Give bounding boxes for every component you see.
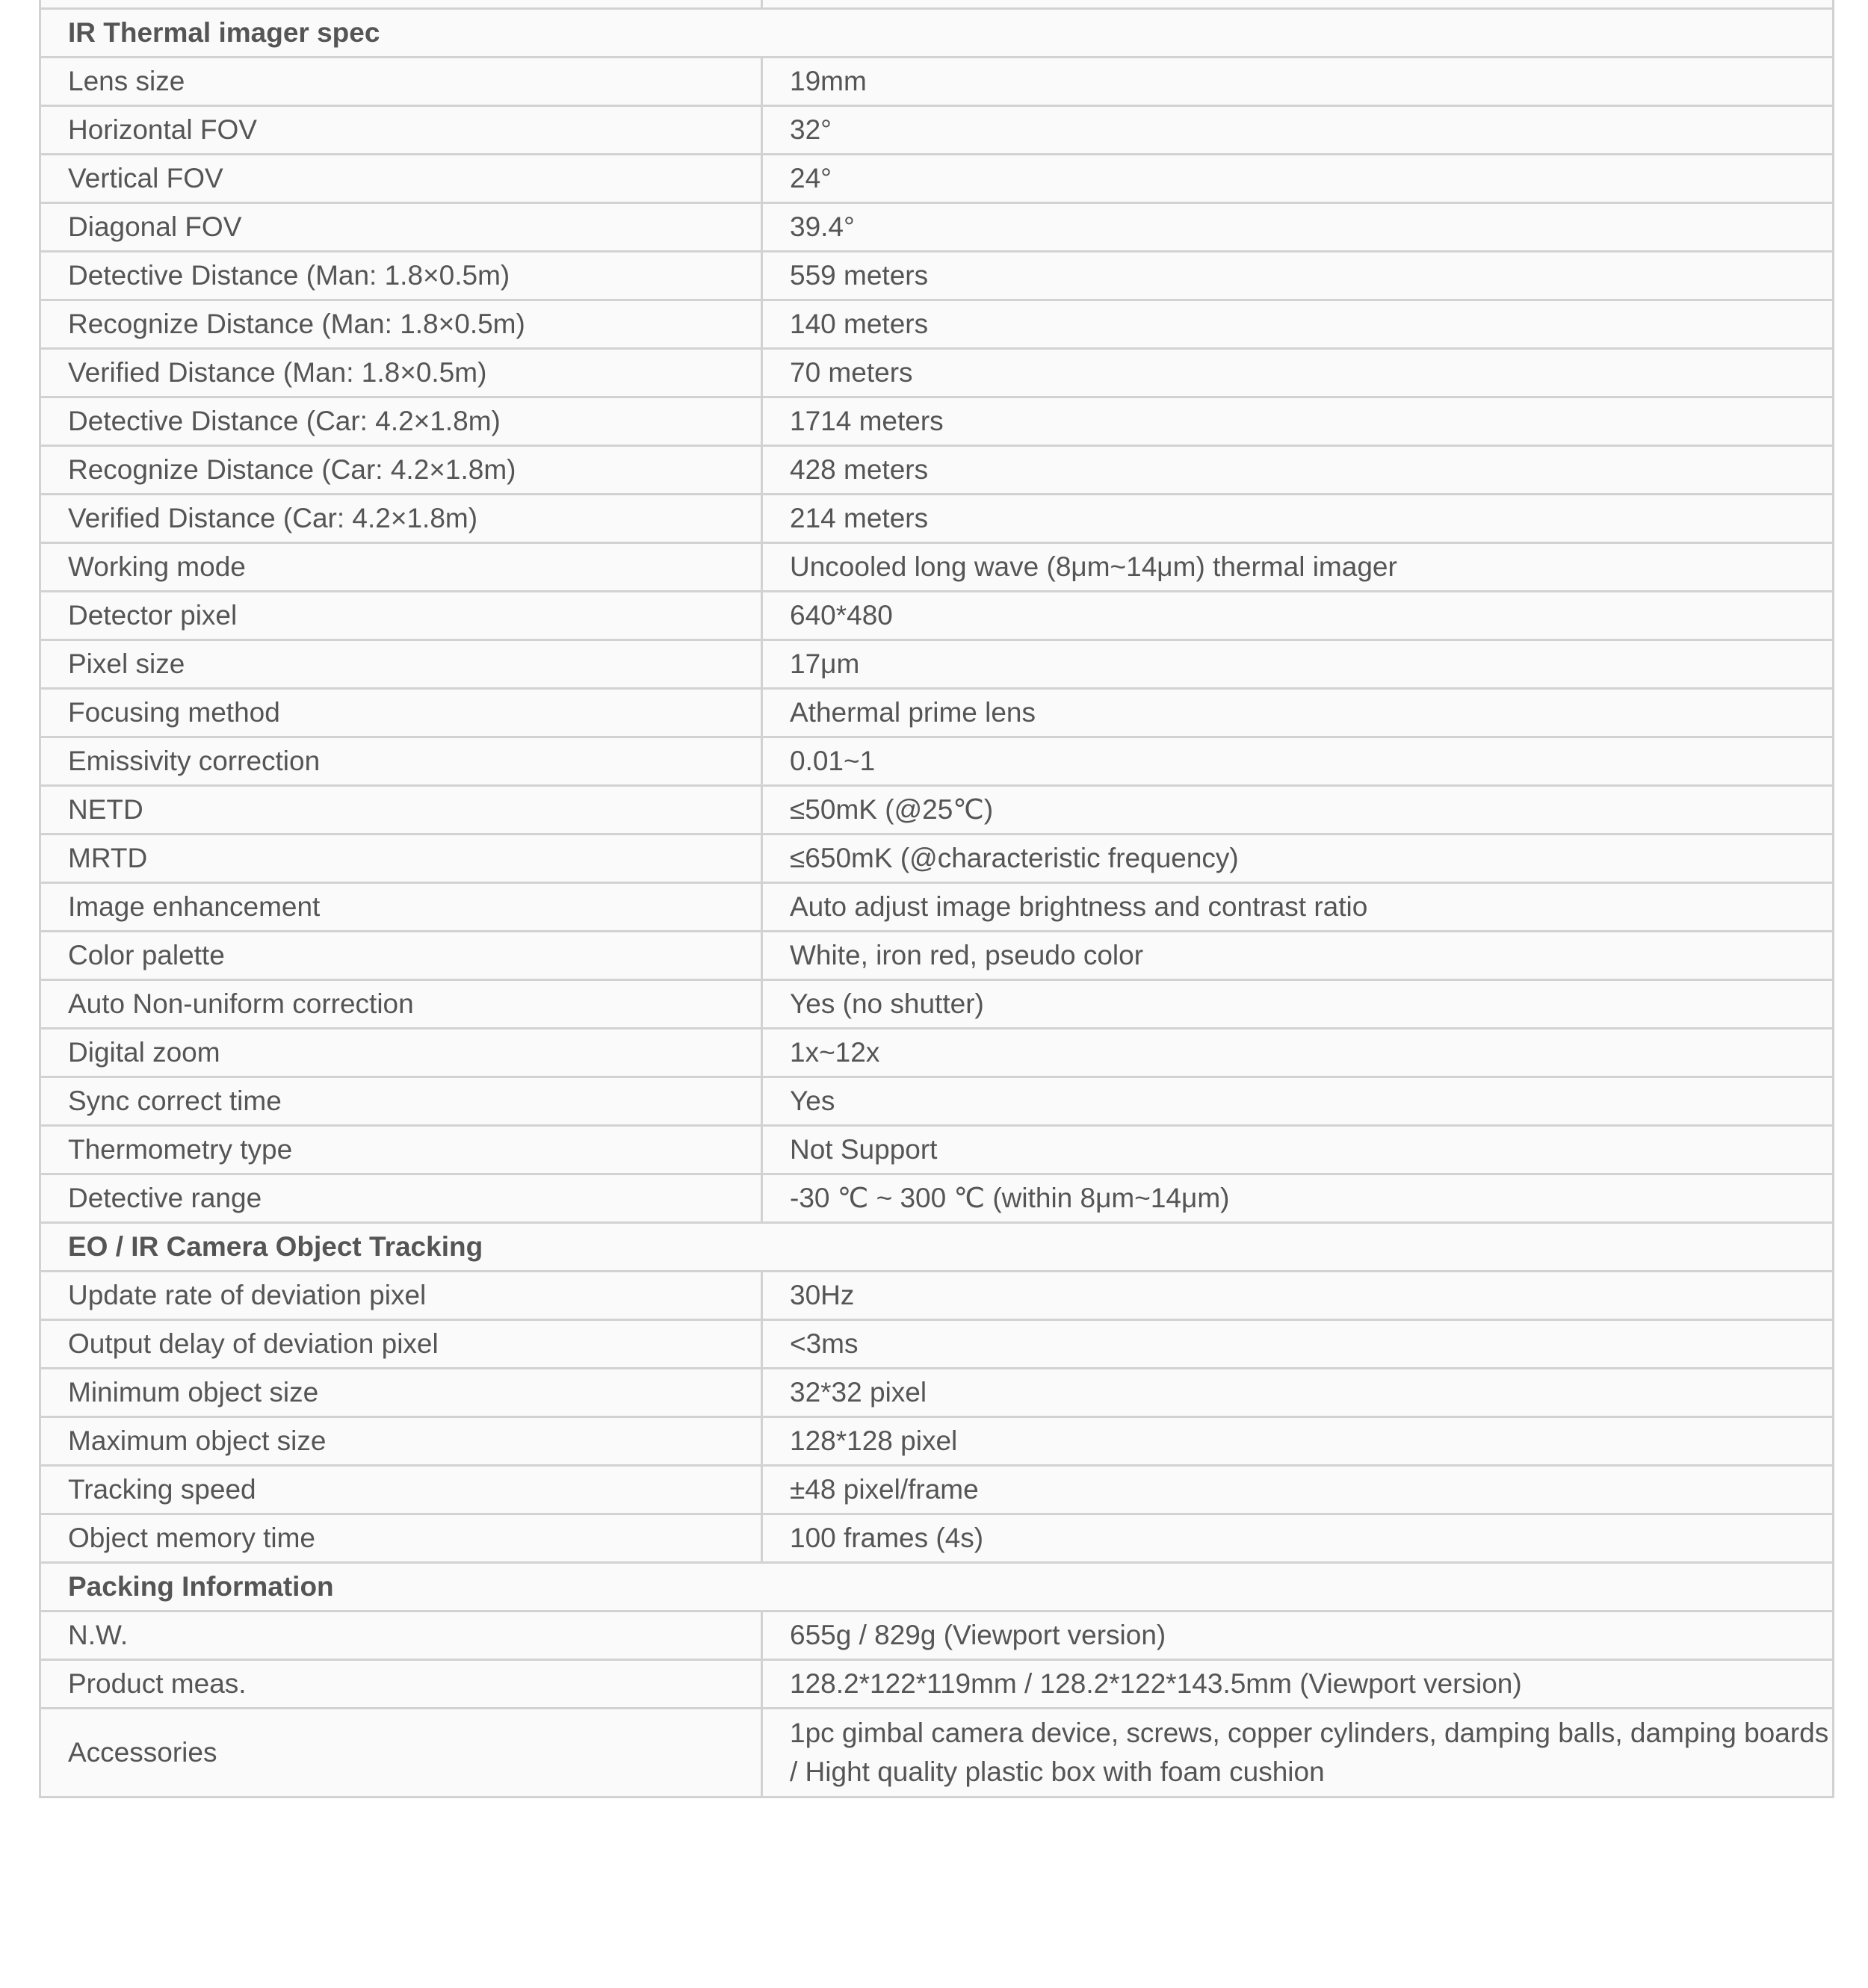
spec-value-cell bbox=[762, 0, 1834, 9]
spec-label-cell bbox=[40, 0, 762, 9]
spec-label: Accessories bbox=[40, 1709, 762, 1797]
spec-label: Lens size bbox=[40, 58, 762, 106]
spec-label: Maximum object size bbox=[40, 1417, 762, 1466]
spec-value: 559 meters bbox=[762, 252, 1834, 300]
table-row bbox=[40, 1369, 1834, 1417]
spec-table bbox=[39, 0, 1834, 1798]
table-row bbox=[40, 1514, 1834, 1563]
table-row bbox=[40, 1660, 1834, 1709]
table-row bbox=[40, 203, 1834, 252]
spec-label: Color palette bbox=[40, 932, 762, 980]
spec-label: Emissivity correction bbox=[40, 737, 762, 786]
table-row bbox=[40, 252, 1834, 300]
table-row bbox=[40, 1174, 1834, 1223]
spec-label: Diagonal FOV bbox=[40, 203, 762, 252]
spec-label: Horizontal FOV bbox=[40, 106, 762, 155]
spec-label: Verified Distance (Man: 1.8×0.5m) bbox=[40, 349, 762, 397]
section-title: Packing Information bbox=[40, 1563, 1834, 1611]
table-row bbox=[40, 980, 1834, 1029]
spec-label: Output delay of deviation pixel bbox=[40, 1320, 762, 1369]
spec-label: Auto Non-uniform correction bbox=[40, 980, 762, 1029]
table-row bbox=[40, 495, 1834, 543]
table-row bbox=[40, 1466, 1834, 1514]
table-row bbox=[40, 592, 1834, 640]
table-row bbox=[40, 1417, 1834, 1466]
spec-value: 70 meters bbox=[762, 349, 1834, 397]
table-row bbox=[40, 543, 1834, 592]
table-row bbox=[40, 300, 1834, 349]
spec-label: Digital zoom bbox=[40, 1029, 762, 1077]
table-row bbox=[40, 1320, 1834, 1369]
table-row bbox=[40, 1126, 1834, 1174]
spec-value: 140 meters bbox=[762, 300, 1834, 349]
spec-value: 32° bbox=[762, 106, 1834, 155]
table-row bbox=[40, 932, 1834, 980]
spec-value: 214 meters bbox=[762, 495, 1834, 543]
spec-value: 19mm bbox=[762, 58, 1834, 106]
spec-label: Product meas. bbox=[40, 1660, 762, 1709]
spec-table-body bbox=[40, 0, 1834, 1797]
spec-value: Uncooled long wave (8μm~14μm) thermal imager bbox=[762, 543, 1834, 592]
spec-value: ≤50mK (@25℃) bbox=[762, 786, 1834, 834]
spec-label: NETD bbox=[40, 786, 762, 834]
table-row bbox=[40, 1272, 1834, 1320]
spec-label: Thermometry type bbox=[40, 1126, 762, 1174]
spec-label: Detective range bbox=[40, 1174, 762, 1223]
spec-label: Recognize Distance (Man: 1.8×0.5m) bbox=[40, 300, 762, 349]
spec-value: 17μm bbox=[762, 640, 1834, 689]
table-row bbox=[40, 689, 1834, 737]
table-row bbox=[40, 349, 1834, 397]
spec-label: Minimum object size bbox=[40, 1369, 762, 1417]
spec-value: <3ms bbox=[762, 1320, 1834, 1369]
spec-value: 1pc gimbal camera device, screws, copper cylinders, damping balls, damping boards / Hight quality plastic box with foam cushion bbox=[762, 1709, 1834, 1797]
spec-value: 24° bbox=[762, 155, 1834, 203]
spec-value: 128.2*122*119mm / 128.2*122*143.5mm (Viewport version) bbox=[762, 1660, 1834, 1709]
table-row bbox=[40, 1029, 1834, 1077]
spec-label: Recognize Distance (Car: 4.2×1.8m) bbox=[40, 446, 762, 495]
table-row bbox=[40, 737, 1834, 786]
table-row bbox=[40, 446, 1834, 495]
spec-value: White, iron red, pseudo color bbox=[762, 932, 1834, 980]
spec-value: Yes (no shutter) bbox=[762, 980, 1834, 1029]
spec-label: Sync correct time bbox=[40, 1077, 762, 1126]
spec-value: Not Support bbox=[762, 1126, 1834, 1174]
spec-value: 1714 meters bbox=[762, 397, 1834, 446]
table-row bbox=[40, 786, 1834, 834]
spec-value: 640*480 bbox=[762, 592, 1834, 640]
spec-value: ≤650mK (@characteristic frequency) bbox=[762, 834, 1834, 883]
spec-label: MRTD bbox=[40, 834, 762, 883]
table-row bbox=[40, 1709, 1834, 1797]
spec-label: Object memory time bbox=[40, 1514, 762, 1563]
spec-label: Update rate of deviation pixel bbox=[40, 1272, 762, 1320]
section-header-row bbox=[40, 9, 1834, 58]
spec-label: Pixel size bbox=[40, 640, 762, 689]
spec-label: N.W. bbox=[40, 1611, 762, 1660]
spec-label: Tracking speed bbox=[40, 1466, 762, 1514]
section-title: EO / IR Camera Object Tracking bbox=[40, 1223, 1834, 1272]
spec-value: Yes bbox=[762, 1077, 1834, 1126]
table-row bbox=[40, 1077, 1834, 1126]
spec-value: ±48 pixel/frame bbox=[762, 1466, 1834, 1514]
spec-label: Image enhancement bbox=[40, 883, 762, 932]
spec-value: 655g / 829g (Viewport version) bbox=[762, 1611, 1834, 1660]
table-row bbox=[40, 397, 1834, 446]
table-row-cut-off bbox=[40, 0, 1834, 9]
spec-label: Detector pixel bbox=[40, 592, 762, 640]
section-title: IR Thermal imager spec bbox=[40, 9, 1834, 58]
spec-value: 100 frames (4s) bbox=[762, 1514, 1834, 1563]
spec-label: Detective Distance (Man: 1.8×0.5m) bbox=[40, 252, 762, 300]
spec-value: 428 meters bbox=[762, 446, 1834, 495]
spec-value: -30 ℃ ~ 300 ℃ (within 8μm~14μm) bbox=[762, 1174, 1834, 1223]
table-row bbox=[40, 1611, 1834, 1660]
table-row bbox=[40, 834, 1834, 883]
spec-label: Vertical FOV bbox=[40, 155, 762, 203]
spec-value: Athermal prime lens bbox=[762, 689, 1834, 737]
spec-value: 1x~12x bbox=[762, 1029, 1834, 1077]
spec-label: Working mode bbox=[40, 543, 762, 592]
table-row bbox=[40, 58, 1834, 106]
table-row bbox=[40, 640, 1834, 689]
table-row bbox=[40, 155, 1834, 203]
spec-value: 39.4° bbox=[762, 203, 1834, 252]
section-header-row bbox=[40, 1563, 1834, 1611]
section-header-row bbox=[40, 1223, 1834, 1272]
spec-value: 0.01~1 bbox=[762, 737, 1834, 786]
spec-value: 128*128 pixel bbox=[762, 1417, 1834, 1466]
spec-label: Verified Distance (Car: 4.2×1.8m) bbox=[40, 495, 762, 543]
spec-value: 30Hz bbox=[762, 1272, 1834, 1320]
spec-value: 32*32 pixel bbox=[762, 1369, 1834, 1417]
table-row bbox=[40, 106, 1834, 155]
spec-value: Auto adjust image brightness and contrast ratio bbox=[762, 883, 1834, 932]
table-row bbox=[40, 883, 1834, 932]
spec-label: Detective Distance (Car: 4.2×1.8m) bbox=[40, 397, 762, 446]
spec-label: Focusing method bbox=[40, 689, 762, 737]
